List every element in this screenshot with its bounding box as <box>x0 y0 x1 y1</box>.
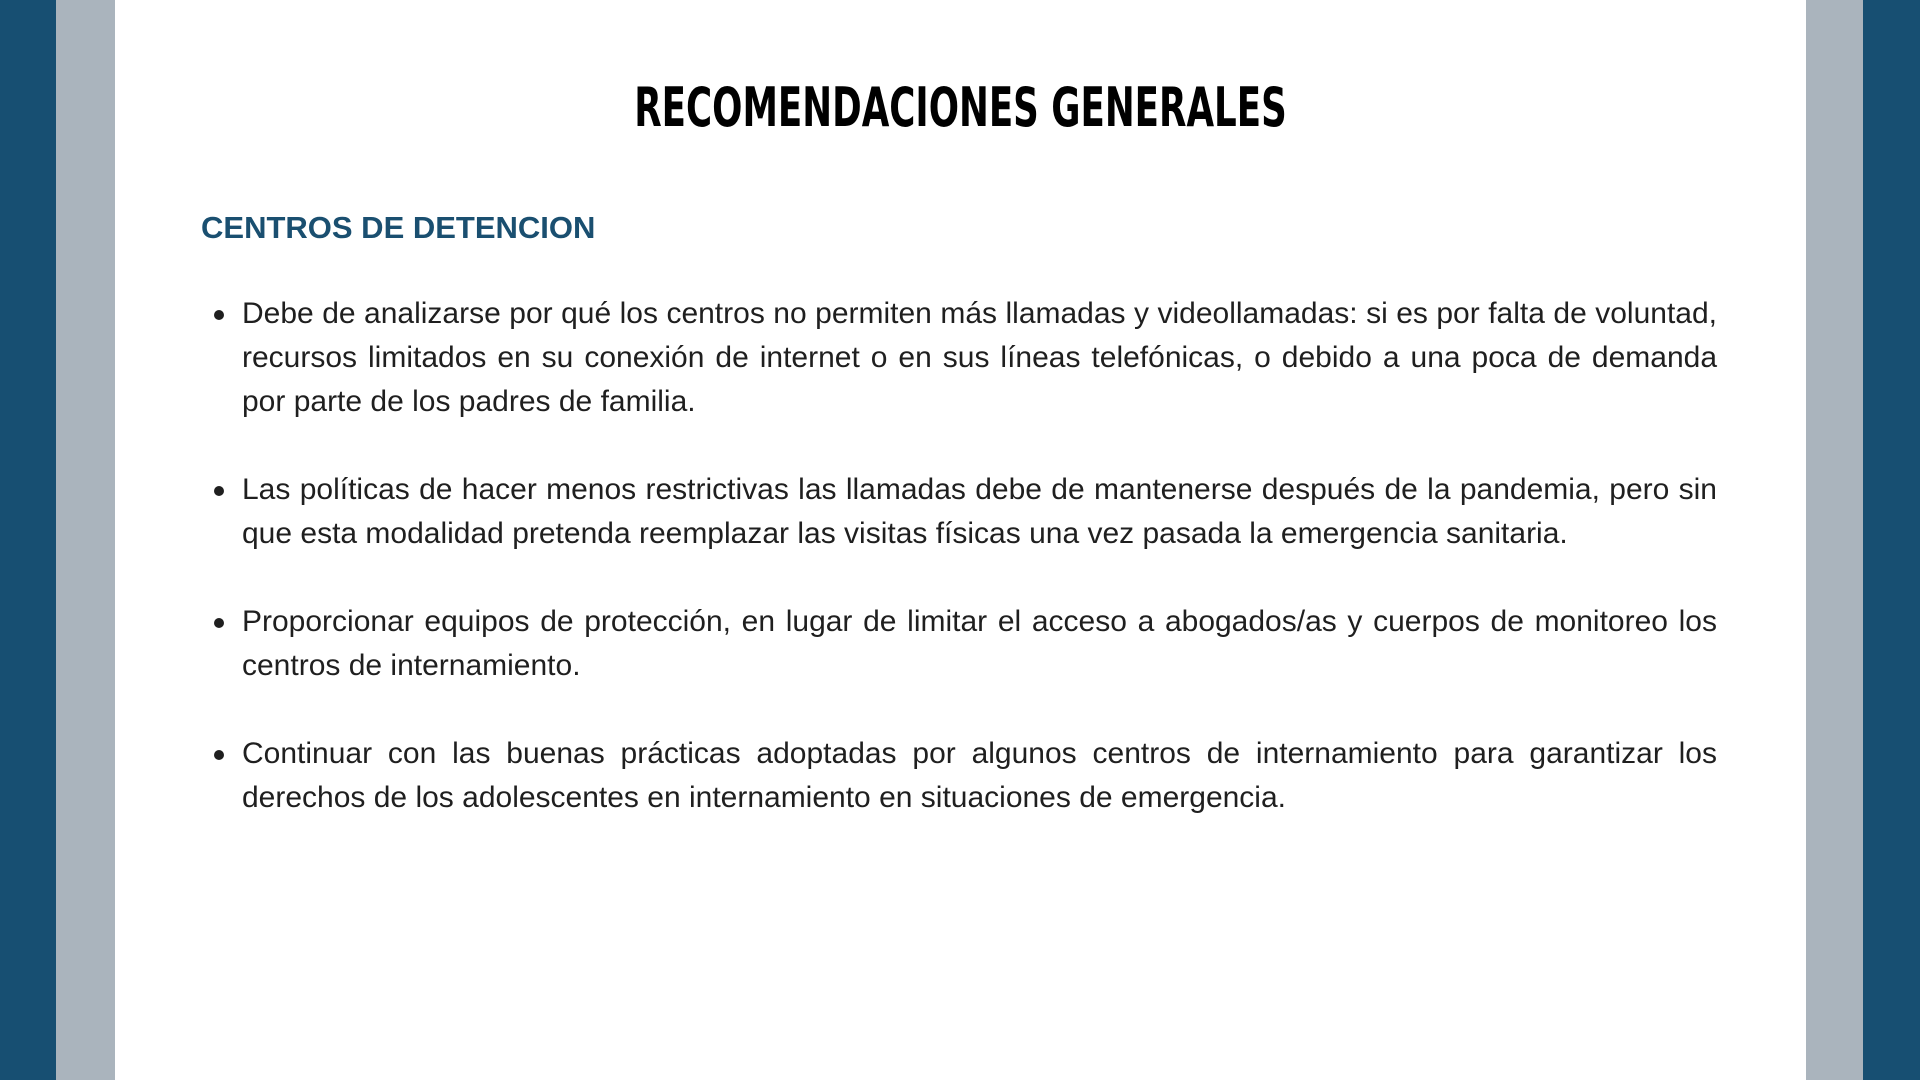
list-item: Las políticas de hacer menos restrictivas las llamadas debe de mantenerse después de la pandemia, pero sin que esta modalidad pretenda reemplazar las visitas físicas una vez pasada la emergencia sanitaria. <box>242 468 1717 556</box>
recommendations-list <box>242 292 1717 864</box>
left-inner-band <box>56 0 115 1080</box>
left-outer-band <box>0 0 56 1080</box>
right-inner-band <box>1806 0 1863 1080</box>
list-item: Continuar con las buenas prácticas adoptadas por algunos centros de internamiento para garantizar los derechos de los adolescentes en internamiento en situaciones de emergencia. <box>242 732 1717 820</box>
slide-title: RECOMENDACIONES GENERALES <box>634 76 1287 139</box>
list-item: Debe de analizarse por qué los centros no permiten más llamadas y videollamadas: si es por falta de voluntad, recursos limitados en su conexión de internet o en sus líneas telefónicas, o debido a una poca de demanda por parte de los padres de familia. <box>242 292 1717 424</box>
section-heading: CENTROS DE DETENCION <box>201 210 596 245</box>
list-item: Proporcionar equipos de protección, en lugar de limitar el acceso a abogados/as y cuerpos de monitoreo los centros de internamiento. <box>242 600 1717 688</box>
right-outer-band <box>1863 0 1920 1080</box>
